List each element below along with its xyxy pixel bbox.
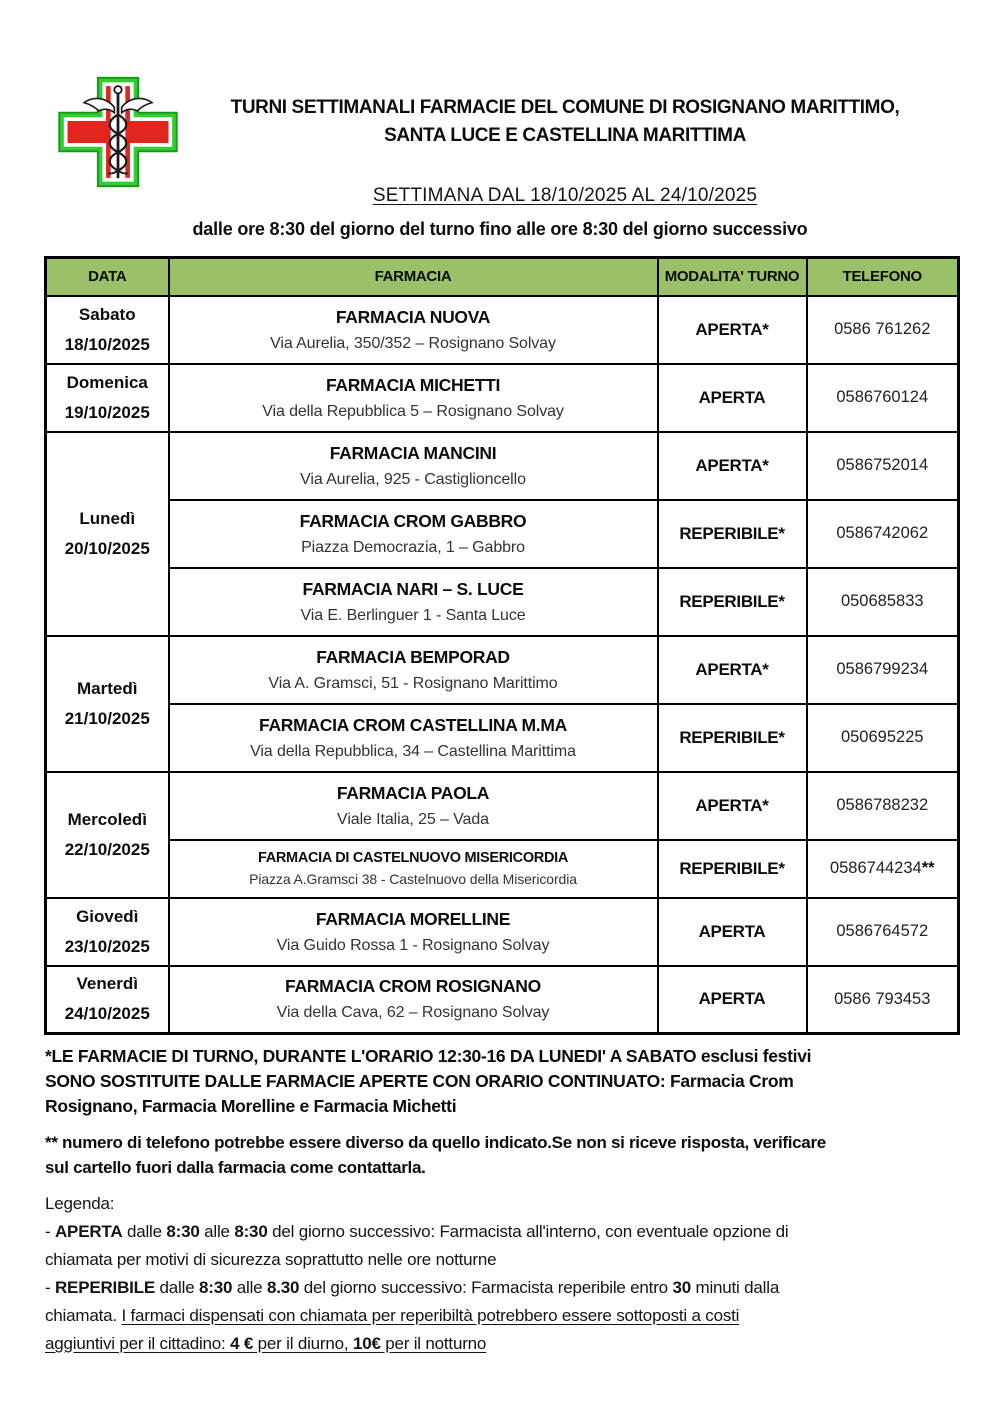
pharmacy-cell [169,432,658,500]
text-segment: 30 [672,1278,691,1297]
mode-cell: APERTA* [658,772,807,840]
table-row [46,568,959,636]
schedule-table-wrapper [44,256,959,1035]
mode-cell: APERTA* [658,636,807,704]
text-segment: 8.30 [266,1278,300,1297]
pharmacy-address: Viale Italia, 25 – Vada [337,810,489,828]
text-segment: chiamata per motivi di sicurezza soprattutto nelle ore notturne [45,1250,497,1269]
table-row [46,966,959,1034]
text-segment: - [45,1278,55,1297]
legend [45,1190,957,1358]
text-segment: Rosignano, Farmacia Morelline e Farmacia Michetti [45,1096,457,1116]
text-segment: alle [199,1222,235,1241]
mode-cell: APERTA [658,966,807,1034]
pharmacy-cell [169,568,658,636]
table-row [46,636,959,704]
day-date: 23/10/2025 [64,936,150,956]
pharmacy-name: FARMACIA BEMPORAD [316,646,510,667]
text-segment: per il diurno, [253,1334,353,1353]
phone-cell: 050685833 [807,568,959,636]
text-segment: Legenda: [45,1194,115,1213]
week-subtitle: SETTIMANA DAL 18/10/2025 AL 24/10/2025 [372,185,758,206]
mode-cell: REPERIBILE* [658,840,807,898]
text-segment: APERTA [54,1222,123,1241]
text-segment: alle [232,1278,267,1297]
date-cell [46,296,169,364]
pharmacy-address: Via Aurelia, 925 - Castiglioncello [300,470,526,488]
pharmacy-name: FARMACIA CROM ROSIGNANO [285,976,541,997]
table-row [46,432,959,500]
pharmacy-name: FARMACIA DI CASTELNUOVO MISERICORDIA [257,850,569,866]
table-row [46,704,959,772]
table-row [46,898,959,966]
mode-cell: REPERIBILE* [658,704,807,772]
day-name: Sabato [78,304,136,324]
column-header-data: DATA [46,258,169,296]
day-date: 18/10/2025 [64,334,150,354]
text-segment: 10€ [352,1334,381,1353]
text-segment: 8:30 [166,1222,200,1241]
pharmacy-address: Via A. Gramsci, 51 - Rosignano Marittimo [268,674,558,692]
pharmacy-name: FARMACIA MANCINI [329,442,497,463]
date-cell [46,898,169,966]
pharmacy-name: FARMACIA MICHETTI [325,374,501,395]
pharmacy-address: Via Guido Rossa 1 - Rosignano Solvay [276,936,550,954]
schedule-table-body [46,296,959,1034]
pharmacy-name: FARMACIA MORELLINE [315,908,511,929]
text-segment: ** numero di telefono potrebbe essere diverso da quello indicato.Se non si riceve risposta, verificare [45,1133,826,1152]
phone-cell: 0586760124 [807,364,959,432]
pharmacy-cell [169,772,658,840]
mode-cell: APERTA [658,364,807,432]
phone-cell: 0586752014 [807,432,959,500]
date-cell [46,772,169,898]
table-header-row [46,258,959,296]
pharmacy-address: Via della Repubblica 5 – Rosignano Solvay [262,402,564,420]
day-date: 22/10/2025 [64,839,150,859]
date-cell [46,636,169,772]
pharmacy-cell [169,704,658,772]
phone-cell: 0586744234** [807,840,959,898]
pharmacy-address: Piazza A.Gramsci 38 - Castelnuovo della Misericordia [249,871,577,887]
text-segment: 4 € [230,1334,254,1353]
pharmacy-address: Via della Cava, 62 – Rosignano Solvay [276,1004,550,1022]
page-title-line1: TURNI SETTIMANALI FARMACIE DEL COMUNE DI ROSIGNANO MARITTIMO, [230,97,900,118]
day-date: 19/10/2025 [64,402,150,422]
day-date: 21/10/2025 [64,708,150,728]
table-row [46,296,959,364]
text-segment: aggiuntivi per il cittadino: [45,1334,231,1353]
mode-cell: APERTA [658,898,807,966]
text-segment: *LE FARMACIE DI TURNO, DURANTE L'ORARIO 12:30-16 DA LUNEDI' A SABATO esclusi festivi [45,1046,812,1066]
pharmacy-name: FARMACIA CROM GABBRO [299,510,527,531]
page-title-line2: SANTA LUCE E CASTELLINA MARITTIMA [384,125,746,146]
text-segment: minuti dalla [690,1278,780,1297]
pharmacy-address: Via della Repubblica, 34 – Castellina Marittima [250,742,576,760]
day-name: Venerdì [76,974,138,994]
note-asterisk [45,1044,957,1119]
text-segment: I farmaci dispensati con chiamata per reperibiltà potrebbero essere sottoposti a costi [121,1306,740,1325]
text-segment: per il notturno [380,1334,487,1353]
text-segment: - [45,1222,55,1241]
text-segment: 8:30 [234,1222,268,1241]
pharmacy-cell [169,636,658,704]
text-segment: chiamata. [45,1306,122,1325]
phone-cell: 0586 793453 [807,966,959,1034]
text-segment: 8:30 [198,1278,233,1297]
pharmacy-address: Piazza Democrazia, 1 – Gabbro [301,538,525,556]
pharmacy-cell [169,296,658,364]
pharmacy-address: Via E. Berlinguer 1 - Santa Luce [300,606,526,624]
pharmacy-name: FARMACIA PAOLA [336,782,490,803]
table-row [46,840,959,898]
phone-cell: 0586764572 [807,898,959,966]
pharmacy-cell [169,898,658,966]
day-name: Martedì [77,678,138,698]
phone-cell: 050695225 [807,704,959,772]
text-segment: del giorno successivo: Farmacista reperibile entro [299,1278,673,1297]
pharmacy-address: Via Aurelia, 350/352 – Rosignano Solvay [270,334,556,352]
date-cell [46,966,169,1034]
phone-cell: 0586788232 [807,772,959,840]
mode-cell: APERTA* [658,432,807,500]
pharmacy-name: FARMACIA NUOVA [335,306,491,327]
pharmacy-cell [169,500,658,568]
day-name: Domenica [66,372,148,392]
text-segment: sul cartello fuori dalla farmacia come contattarla. [45,1158,426,1177]
column-header-farmacia: FARMACIA [169,258,658,296]
phone-suffix: ** [921,859,935,877]
column-header-telefono: TELEFONO [807,258,959,296]
table-row [46,364,959,432]
text-segment: SONO SOSTITUITE DALLE FARMACIE APERTE CON ORARIO CONTINUATO: Farmacia Crom [45,1071,794,1091]
text-segment: dalle [122,1222,167,1241]
pharmacy-cross-caduceus-icon [56,76,180,188]
pharmacy-cell [169,966,658,1034]
hours-subtitle: dalle ore 8:30 del giorno del turno fino alle ore 8:30 del giorno successivo [192,219,808,239]
pharmacy-name: FARMACIA NARI – S. LUCE [302,578,524,599]
phone-cell: 0586742062 [807,500,959,568]
mode-cell: REPERIBILE* [658,568,807,636]
schedule-table [44,256,960,1035]
day-date: 20/10/2025 [64,538,150,558]
day-name: Giovedì [76,906,139,926]
phone-cell: 0586 761262 [807,296,959,364]
pharmacy-name: FARMACIA CROM CASTELLINA M.MA [259,714,567,735]
table-row [46,772,959,840]
mode-cell: REPERIBILE* [658,500,807,568]
text-segment: del giorno successivo: Farmacista all'interno, con eventuale opzione di [267,1222,789,1241]
phone-cell: 0586799234 [807,636,959,704]
pharmacy-cell [169,840,658,898]
page-title [180,94,950,150]
text-segment: dalle [155,1278,199,1297]
date-cell [46,364,169,432]
table-row [46,500,959,568]
day-name: Mercoledì [67,809,147,829]
day-name: Lunedì [79,508,136,528]
mode-cell: APERTA* [658,296,807,364]
note-double-asterisk [45,1130,957,1180]
column-header-modalita-turno: MODALITA' TURNO [658,258,807,296]
date-cell [46,432,169,636]
day-date: 24/10/2025 [64,1004,150,1024]
text-segment: REPERIBILE [54,1278,156,1297]
pharmacy-cell [169,364,658,432]
